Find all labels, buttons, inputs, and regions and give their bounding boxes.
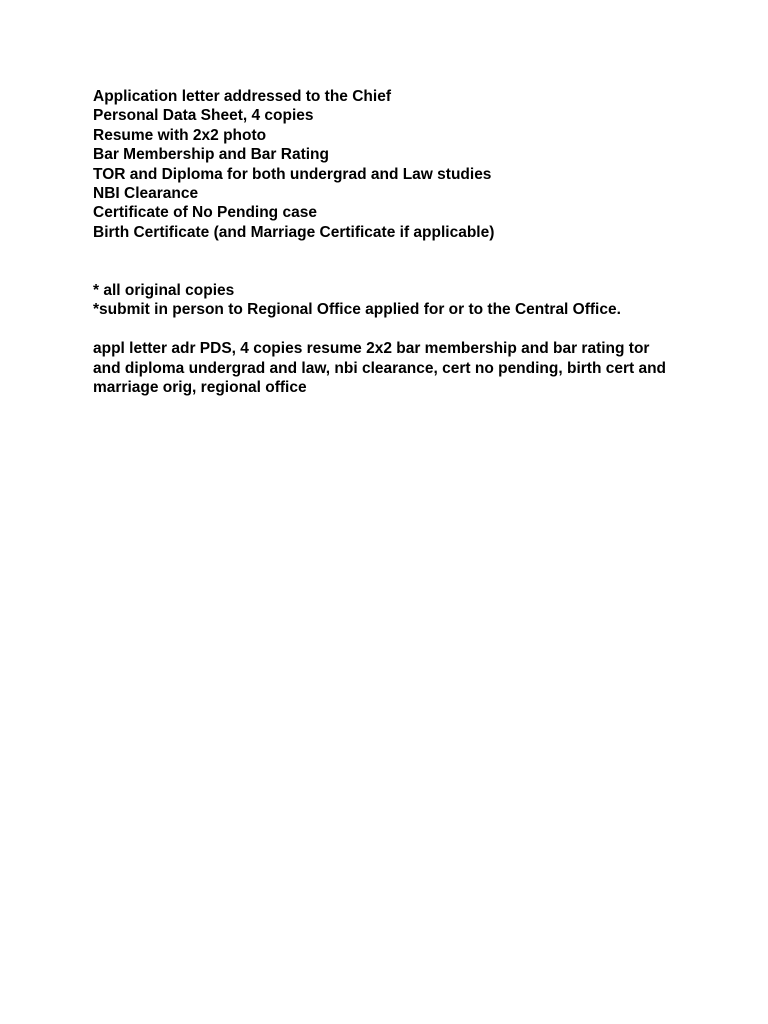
requirements-list xyxy=(93,87,673,242)
requirement-item: Birth Certificate (and Marriage Certificate if applicable) xyxy=(93,223,495,241)
requirement-item: Resume with 2x2 photo xyxy=(93,126,267,144)
notes-section xyxy=(93,281,673,320)
requirement-item: Bar Membership and Bar Rating xyxy=(93,146,329,164)
blank-space xyxy=(93,242,673,281)
requirement-item: NBI Clearance xyxy=(93,185,199,203)
summary-paragraph: appl letter adr PDS, 4 copies resume 2x2 bar membership and bar rating tor and diploma undergrad and law, nbi clearance, cert no pending, birth cert and marriage orig, regional office xyxy=(93,340,667,397)
requirement-item: TOR and Diploma for both undergrad and Law studies xyxy=(93,165,492,183)
document-body xyxy=(93,87,673,397)
requirement-item: Certificate of No Pending case xyxy=(93,204,317,222)
blank-space xyxy=(93,320,673,339)
note-item: *submit in person to Regional Office applied for or to the Central Office. xyxy=(93,301,621,319)
note-item: * all original copies xyxy=(93,282,235,300)
requirement-item: Application letter addressed to the Chief xyxy=(93,88,391,105)
requirement-item: Personal Data Sheet, 4 copies xyxy=(93,107,314,125)
